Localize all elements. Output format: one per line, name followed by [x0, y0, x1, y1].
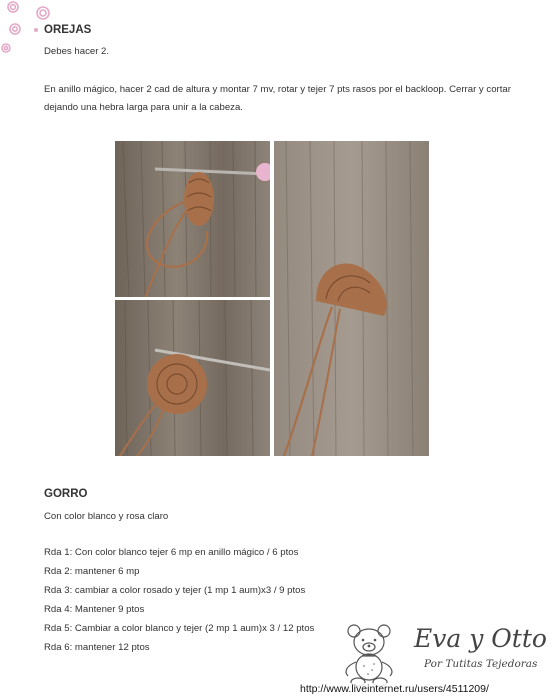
- list-item-round-5: Rda 5: Cambiar a color blanco y tejer (2 mp 1 aum)x 3 / 12 ptos: [44, 623, 315, 634]
- photo-step-3: [274, 141, 429, 456]
- photo-step-1: [115, 141, 270, 297]
- teddy-bear-icon: [338, 622, 402, 688]
- list-item-round-4: Rda 4: Mantener 9 ptos: [44, 604, 145, 615]
- list-item-round-1: Rda 1: Con color blanco tejer 6 mp en anillo mágico / 6 ptos: [44, 547, 299, 558]
- watermark-url: http://www.liveinternet.ru/users/4511209/: [300, 683, 489, 695]
- paragraph-gorro-colors: Con color blanco y rosa claro: [44, 511, 169, 522]
- brand-subtitle: Por Tutitas Tejedoras: [424, 658, 538, 670]
- list-item-round-6: Rda 6: mantener 12 ptos: [44, 642, 150, 653]
- brand-logo: [338, 618, 560, 688]
- list-item-round-3: Rda 3: cambiar a color rosado y tejer (1 mp 1 aum)x3 / 9 ptos: [44, 585, 306, 596]
- section-title-gorro: GORRO: [44, 488, 88, 500]
- photo-collage: [115, 141, 429, 456]
- brand-name: Eva y Otto: [414, 624, 547, 653]
- paragraph-instructions-1: En anillo mágico, hacer 2 cad de altura y montar 7 mv, rotar y tejer 7 pts rasos por el backloop. Cerrar y cortar: [44, 84, 511, 95]
- paragraph-quantity: Debes hacer 2.: [44, 46, 110, 57]
- photo-step-2: [115, 300, 270, 456]
- rounds-list: [44, 547, 314, 661]
- list-item-round-2: Rda 2: mantener 6 mp: [44, 566, 140, 577]
- paragraph-instructions-2: dejando una hebra larga para unir a la cabeza.: [44, 102, 243, 113]
- section-title-orejas: OREJAS: [44, 24, 92, 36]
